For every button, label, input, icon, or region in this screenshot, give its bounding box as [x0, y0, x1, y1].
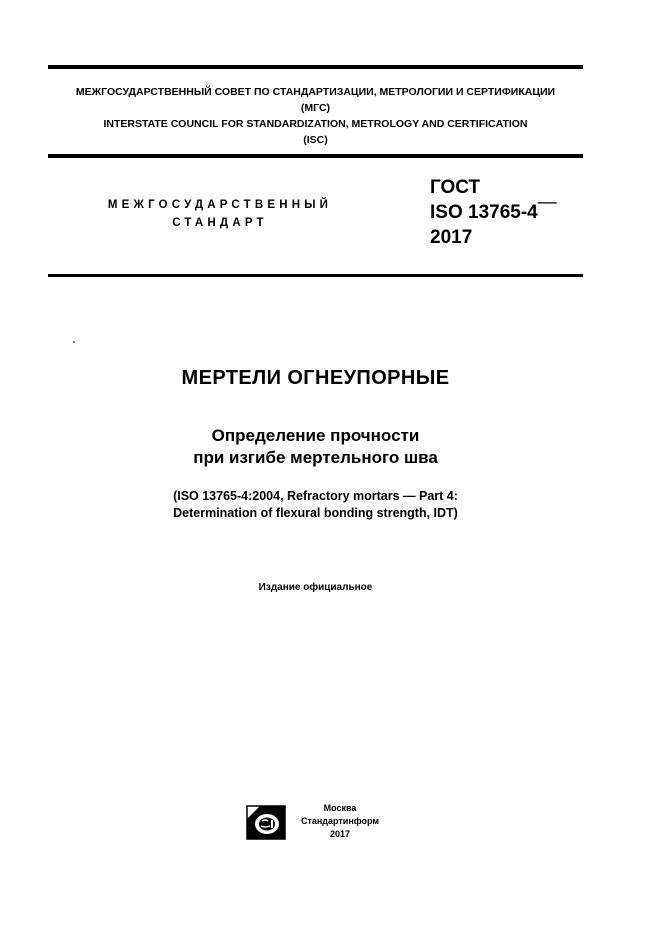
subtitle-line2: при изгибе мертельного шва — [193, 448, 438, 467]
designation-dash: — — [537, 192, 557, 213]
document-title: МЕРТЕЛИ ОГНЕУПОРНЫЕ — [181, 367, 450, 389]
standartinform-logo-icon — [246, 805, 286, 840]
standard-designation — [430, 175, 557, 250]
middle-rule — [48, 154, 583, 158]
publisher-name: Стандартинформ — [300, 816, 380, 826]
designation-prefix: ГОСТ — [430, 177, 481, 198]
scan-speck — [73, 341, 75, 343]
subtitle-line1: Определение прочности — [211, 426, 420, 445]
council-abbr-ru: (МГС) — [300, 102, 331, 114]
iso-reference-line2: Determination of flexural bonding strength, IDT) — [173, 506, 458, 520]
iso-reference — [48, 488, 583, 522]
top-rule — [48, 65, 583, 69]
council-name-en: INTERSTATE COUNCIL FOR STANDARDIZATION, METROLOGY AND CERTIFICATION — [103, 118, 528, 130]
edition-note: Издание официальное — [258, 582, 373, 593]
council-name-ru: МЕЖГОСУДАРСТВЕННЫЙ СОВЕТ ПО СТАНДАРТИЗАЦИИ, МЕТРОЛОГИИ И СЕРТИФИКАЦИИ — [75, 86, 556, 98]
publisher-year: 2017 — [329, 829, 351, 839]
standard-kind-line2: СТАНДАРТ — [172, 217, 268, 229]
bottom-rule — [48, 274, 583, 277]
publisher-block — [294, 802, 386, 841]
designation-year: 2017 — [430, 227, 473, 248]
standard-kind — [92, 196, 348, 232]
standard-kind-line1: МЕЖГОСУДАРСТВЕННЫЙ — [107, 199, 333, 211]
designation-number-line — [430, 192, 557, 225]
council-header — [48, 84, 583, 148]
council-abbr-en: (ISC) — [303, 134, 328, 146]
iso-reference-line1: (ISO 13765-4:2004, Refractory mortars — Part 4: — [173, 489, 458, 503]
document-subtitle — [48, 425, 583, 469]
publisher-city: Москва — [323, 803, 357, 813]
designation-number: ISO 13765-4 — [430, 202, 538, 223]
